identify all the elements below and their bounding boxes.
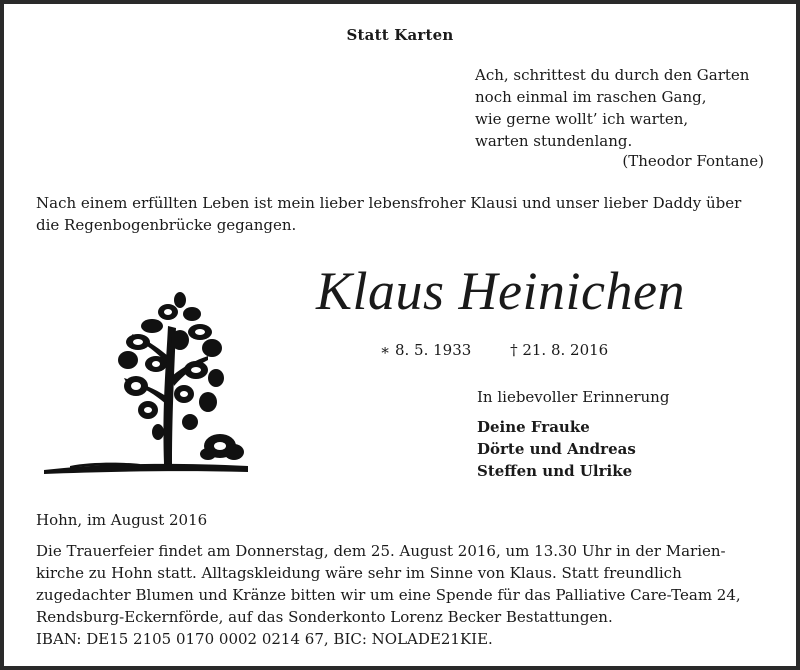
poem-line: noch einmal im raschen Gang, [475,88,707,106]
memory-text: In liebevoller Erinnerung [477,388,670,406]
mourners-list [477,416,636,482]
details-line: kirche zu Hohn statt. Alltagskleidung wäre sehr im Sinne von Klaus. Statt freundlich [36,564,682,582]
poem-line: warten stundenlang. [475,132,633,150]
details-line: IBAN: DE15 2105 0170 0002 0214 67, BIC: NOLADE21KIE. [36,630,493,648]
intro-text: Nach einem erfüllten Leben ist mein lieber lebensfroher Klausi und unser lieber Daddy über die Regenbogenbrücke gegangen. [36,194,742,234]
details-line: Die Trauerfeier findet am Donnerstag, dem 25. August 2016, um 13.30 Uhr in der Marien- [36,542,726,560]
poem-line: Ach, schrittest du durch den Garten [475,66,750,84]
details-line: zugedachter Blumen und Kränze bitten wir um eine Spende für das Palliative Care-Team 24, [36,586,741,604]
mourner: Deine Frauke [477,418,590,436]
notice-header: Statt Karten [346,26,454,44]
mourner: Steffen und Ulrike [477,462,633,480]
deceased-name: Klaus Heinichen [316,261,685,321]
place-date: Hohn, im August 2016 [36,511,208,529]
life-dates [380,341,608,359]
birth-date: ∗ 8. 5. 1933 [380,341,472,359]
poem-author: (Theodor Fontane) [622,152,764,170]
obituary-notice [4,4,796,666]
death-date: † 21. 8. 2016 [510,341,609,359]
tree-illustration [40,286,252,482]
details-line: Rendsburg-Eckernförde, auf das Sonderkonto Lorenz Becker Bestattungen. [36,608,613,626]
funeral-details [36,540,776,650]
poem-line: wie gerne wollt’ ich warten, [475,110,689,128]
poem [475,64,775,152]
mourner: Dörte und Andreas [477,440,636,458]
